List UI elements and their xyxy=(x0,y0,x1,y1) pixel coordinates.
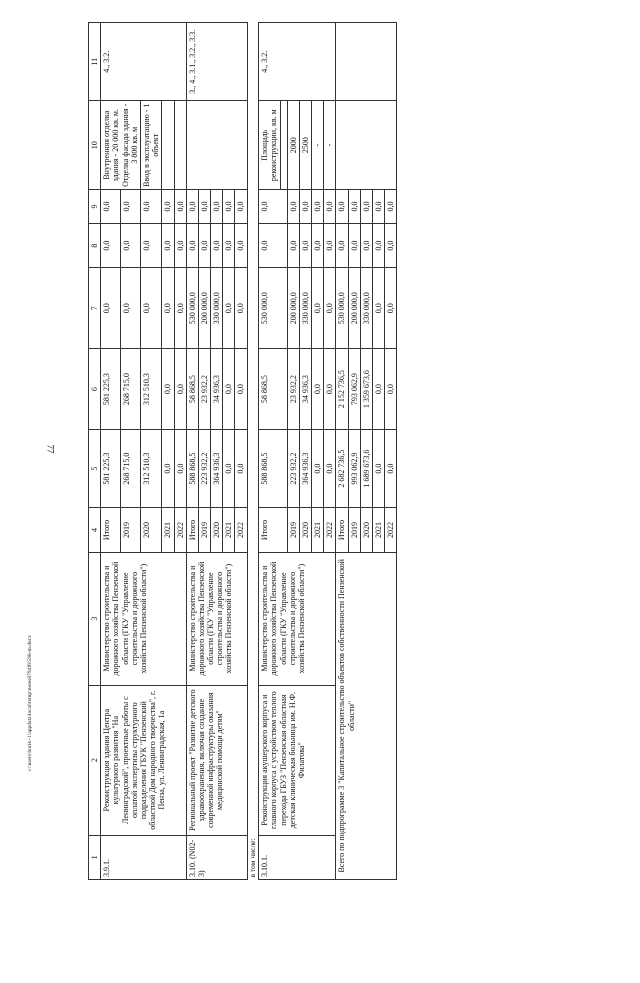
indicator-cell xyxy=(162,101,174,190)
other-cell: 0,0 xyxy=(174,190,186,224)
federal-cell: 0,0 xyxy=(101,268,121,349)
year-cell: 2019 xyxy=(121,508,141,552)
row-number: 3.10.1. xyxy=(259,835,336,879)
federal-cell: 330 000,0 xyxy=(211,268,223,349)
year-cell: 2020 xyxy=(360,508,372,552)
total-cell: 0,0 xyxy=(223,430,235,508)
regional-cell: 581 225,3 xyxy=(101,349,121,430)
year-cell: 2021 xyxy=(312,508,324,552)
total-cell: 0,0 xyxy=(174,430,186,508)
total-cell: 223 932,2 xyxy=(287,430,299,508)
year-cell: 2019 xyxy=(287,508,299,552)
local-cell: 0,0 xyxy=(223,223,235,267)
row-number: 3.10. (N02-3) xyxy=(186,835,247,879)
total-cell: 2 682 736,5 xyxy=(336,430,348,508)
year-cell: 2021 xyxy=(223,508,235,552)
total-cell: 581 225,3 xyxy=(101,430,121,508)
other-cell: 0,0 xyxy=(348,190,360,224)
header-row xyxy=(89,23,101,880)
file-path-footer: c:\users\borik~1\appdata\local\temp\notes8794f6\598-m.docx xyxy=(27,635,33,771)
regional-cell: 0,0 xyxy=(312,349,324,430)
local-cell: 0,0 xyxy=(121,223,141,267)
year-cell: 2022 xyxy=(174,508,186,552)
federal-cell: 200 000,0 xyxy=(287,268,299,349)
ref-cell: 4., 3.2. xyxy=(101,23,187,101)
other-cell: 0,0 xyxy=(162,190,174,224)
total-cell: 993 062,9 xyxy=(348,430,360,508)
total-cell: 0,0 xyxy=(324,430,336,508)
table-row xyxy=(186,23,198,880)
local-cell: 0,0 xyxy=(299,223,311,267)
federal-cell: 0,0 xyxy=(372,268,384,349)
total-cell: 0,0 xyxy=(235,430,247,508)
federal-cell: 330 000,0 xyxy=(299,268,311,349)
regional-cell: 58 868,5 xyxy=(186,349,198,430)
regional-cell: 268 715,0 xyxy=(121,349,141,430)
year-cell: 2022 xyxy=(324,508,336,552)
total-cell: 588 868,5 xyxy=(259,430,287,508)
other-cell: 0,0 xyxy=(299,190,311,224)
col-header: 10 xyxy=(89,101,101,190)
local-cell: 0,0 xyxy=(211,223,223,267)
local-cell: 0,0 xyxy=(140,223,161,267)
total-cell: 0,0 xyxy=(372,430,384,508)
budget-table xyxy=(88,22,397,880)
executor: Министерство строительства и дорожного хозяйства Пензенской области (ГКУ "Управление строительства и дорожного хозяйства Пензенской области") xyxy=(101,552,187,685)
col-header: 4 xyxy=(89,508,101,552)
executor: Министерство строительства и дорожного хозяйства Пензенской области (ГКУ "Управление строительства и дорожного хозяйства Пензенской области") xyxy=(186,552,247,685)
indicator-cell xyxy=(186,101,247,190)
indicator-cell: Ввод в эксплуатацию - 1 объект xyxy=(140,101,161,190)
regional-cell: 0,0 xyxy=(235,349,247,430)
year-cell: 2021 xyxy=(162,508,174,552)
measure-name: Реконструкция здания Центра культурного развития "На Ленинградской", проектные работы с оплатой экспертизы структурного подразделения ГБУК "Пензенский областной Дом народного творчества", г. Пенза, ул. Ленинградская, 1а xyxy=(101,685,187,835)
year-cell: 2021 xyxy=(372,508,384,552)
local-cell: 0,0 xyxy=(348,223,360,267)
other-cell: 0,0 xyxy=(372,190,384,224)
budget-table-rotated xyxy=(88,22,533,880)
other-cell: 0,0 xyxy=(287,190,299,224)
other-cell: 0,0 xyxy=(198,190,210,224)
federal-cell: 0,0 xyxy=(385,268,397,349)
total-cell: 0,0 xyxy=(385,430,397,508)
col-header: 8 xyxy=(89,223,101,267)
col-header: 5 xyxy=(89,430,101,508)
other-cell: 0,0 xyxy=(324,190,336,224)
federal-cell: 0,0 xyxy=(174,268,186,349)
measure-name: Реконструкция акушерского корпуса и главного корпуса с устройством теплого перехода ГБУЗ "Пензенская областная детская клиническая больница им. Н.Ф. Филатова" xyxy=(259,685,336,835)
other-cell: 0,0 xyxy=(121,190,141,224)
col-header: 11 xyxy=(89,23,101,101)
other-cell: 0,0 xyxy=(211,190,223,224)
federal-cell: 0,0 xyxy=(140,268,161,349)
col-header: 7 xyxy=(89,268,101,349)
federal-cell: 530 000,0 xyxy=(186,268,198,349)
year-cell: Итого xyxy=(336,508,348,552)
ref-cell: 3., 4., 3.1., 3.2., 3.3. xyxy=(186,23,247,101)
year-cell: 2020 xyxy=(140,508,161,552)
federal-cell: 0,0 xyxy=(312,268,324,349)
other-cell: 0,0 xyxy=(140,190,161,224)
indicator-cell: 2500 xyxy=(299,101,311,190)
year-cell: Итого xyxy=(186,508,198,552)
local-cell: 0,0 xyxy=(259,223,287,267)
total-label: Всего по подпрограмме 3 "Капитальное строительство объектов собственности Пензенской области" xyxy=(336,552,397,879)
federal-cell: 530 000,0 xyxy=(336,268,348,349)
total-cell: 1 689 673,6 xyxy=(360,430,372,508)
local-cell: 0,0 xyxy=(235,223,247,267)
local-cell: 0,0 xyxy=(360,223,372,267)
other-cell: 0,0 xyxy=(101,190,121,224)
indicator-cell xyxy=(174,101,186,190)
federal-cell: 0,0 xyxy=(223,268,235,349)
local-cell: 0,0 xyxy=(198,223,210,267)
regional-cell: 0,0 xyxy=(372,349,384,430)
federal-cell: 0,0 xyxy=(121,268,141,349)
measure-name: Региональный проект "Развитие детского здравоохранения, включая создание современной инфраструктуры оказания медицинской помощи детям" xyxy=(186,685,247,835)
local-cell: 0,0 xyxy=(174,223,186,267)
total-cell: 364 936,3 xyxy=(299,430,311,508)
indicator-cell xyxy=(336,101,397,190)
other-cell: 0,0 xyxy=(235,190,247,224)
page-number: 77 xyxy=(45,444,56,454)
federal-cell: 330 000,0 xyxy=(360,268,372,349)
local-cell: 0,0 xyxy=(101,223,121,267)
local-cell: 0,0 xyxy=(336,223,348,267)
other-cell: 0,0 xyxy=(312,190,324,224)
indicator-head: Площадь реконструкции, кв. м xyxy=(259,101,280,190)
indicator-cell: 2000 xyxy=(287,101,299,190)
regional-cell: 0,0 xyxy=(174,349,186,430)
federal-cell: 200 000,0 xyxy=(198,268,210,349)
regional-cell: 0,0 xyxy=(162,349,174,430)
federal-cell: 0,0 xyxy=(324,268,336,349)
local-cell: 0,0 xyxy=(312,223,324,267)
col-header: 1 xyxy=(89,835,101,879)
federal-cell: 200 000,0 xyxy=(348,268,360,349)
regional-cell: 34 936,3 xyxy=(211,349,223,430)
other-cell: 0,0 xyxy=(360,190,372,224)
local-cell: 0,0 xyxy=(186,223,198,267)
col-header: 2 xyxy=(89,685,101,835)
other-cell: 0,0 xyxy=(336,190,348,224)
local-cell: 0,0 xyxy=(162,223,174,267)
indicator-cell xyxy=(280,101,287,190)
total-cell: 364 936,3 xyxy=(211,430,223,508)
total-cell: 0,0 xyxy=(312,430,324,508)
regional-cell: 0,0 xyxy=(223,349,235,430)
local-cell: 0,0 xyxy=(385,223,397,267)
indicator-cell: - xyxy=(312,101,324,190)
total-cell: 312 510,3 xyxy=(140,430,161,508)
year-cell: 2019 xyxy=(348,508,360,552)
table-row xyxy=(259,23,280,880)
indicator-cell: Внутренняя отделка здания - 20 000 кв. м. Отделка фасада здания - 3 800 кв. м xyxy=(101,101,141,190)
ref-cell: 4., 3.2. xyxy=(259,23,336,101)
total-cell: 588 868,5 xyxy=(186,430,198,508)
federal-cell: 530 000,0 xyxy=(259,268,287,349)
executor: Министерство строительства и дорожного хозяйства Пензенской области (ГКУ "Управление строительства и дорожного хозяйства Пензенской области") xyxy=(259,552,336,685)
total-row xyxy=(336,23,348,880)
other-cell: 0,0 xyxy=(186,190,198,224)
year-cell: 2020 xyxy=(299,508,311,552)
regional-cell: 23 932,2 xyxy=(198,349,210,430)
table-row xyxy=(101,23,121,880)
total-cell: 0,0 xyxy=(162,430,174,508)
col-header: 6 xyxy=(89,349,101,430)
col-header: 3 xyxy=(89,552,101,685)
year-cell: Итого xyxy=(259,508,287,552)
regional-cell: 0,0 xyxy=(385,349,397,430)
year-cell: Итого xyxy=(101,508,121,552)
other-cell: 0,0 xyxy=(223,190,235,224)
regional-cell: 1 359 673,6 xyxy=(360,349,372,430)
year-cell: 2022 xyxy=(385,508,397,552)
regional-cell: 58 868,5 xyxy=(259,349,287,430)
local-cell: 0,0 xyxy=(324,223,336,267)
total-cell: 268 715,0 xyxy=(121,430,141,508)
local-cell: 0,0 xyxy=(372,223,384,267)
regional-cell: 793 062,9 xyxy=(348,349,360,430)
section-label: в том числе: xyxy=(247,23,259,880)
federal-cell: 0,0 xyxy=(235,268,247,349)
federal-cell: 0,0 xyxy=(162,268,174,349)
regional-cell: 312 510,3 xyxy=(140,349,161,430)
indicator-cell: - xyxy=(324,101,336,190)
other-cell: 0,0 xyxy=(259,190,287,224)
other-cell: 0,0 xyxy=(385,190,397,224)
local-cell: 0,0 xyxy=(287,223,299,267)
total-cell: 223 932,2 xyxy=(198,430,210,508)
year-cell: 2020 xyxy=(211,508,223,552)
regional-cell: 23 932,2 xyxy=(287,349,299,430)
year-cell: 2022 xyxy=(235,508,247,552)
col-header: 9 xyxy=(89,190,101,224)
regional-cell: 2 152 736,5 xyxy=(336,349,348,430)
regional-cell: 34 936,3 xyxy=(299,349,311,430)
section-row xyxy=(247,23,259,880)
row-number: 3.9.1. xyxy=(101,835,187,879)
ref-cell xyxy=(336,23,397,101)
regional-cell: 0,0 xyxy=(324,349,336,430)
year-cell: 2019 xyxy=(198,508,210,552)
